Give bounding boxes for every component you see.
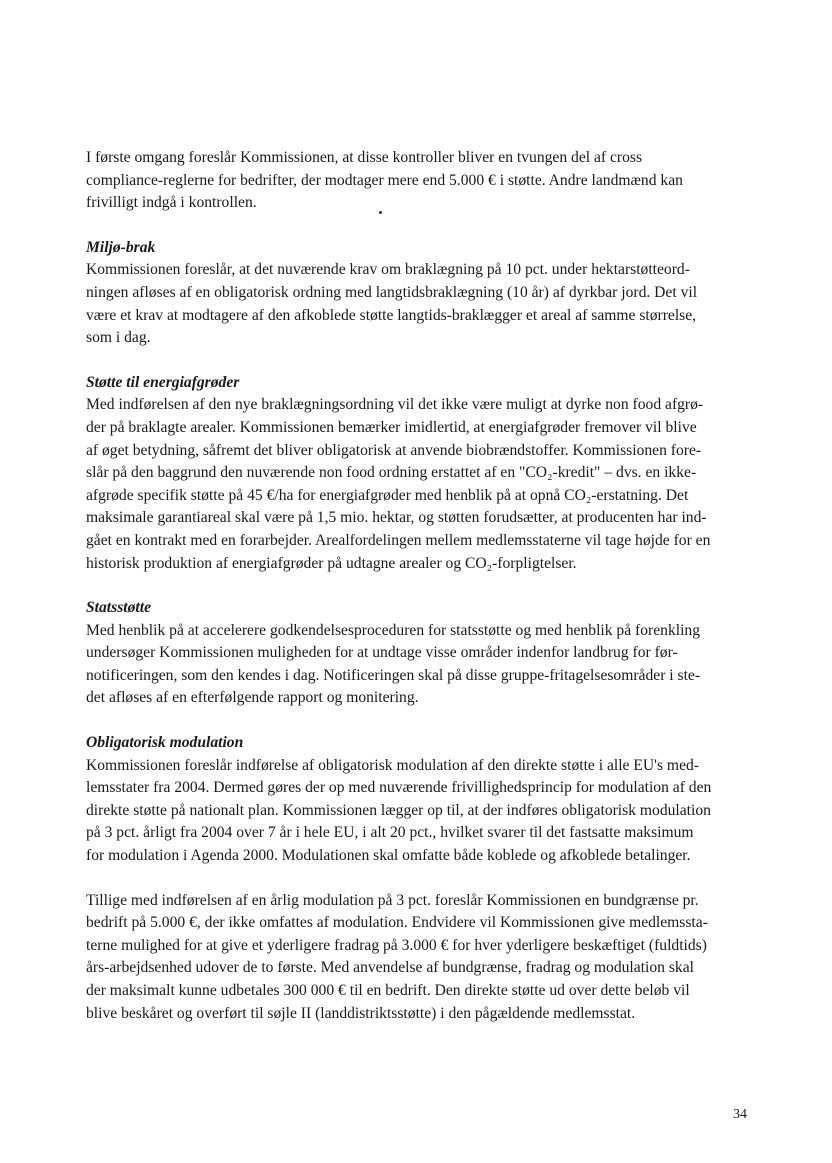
text-line: compliance-reglerne for bedrifter, der modtager mere end 5.000 € i støtte. Andre landmænd kan [86,171,683,189]
text-line: for modulation i Agenda 2000. Modulationen skal omfatte både koblede og afkoblede betalinger. [86,847,691,865]
text-line: bedrift på 5.000 €, der ikke omfattes af modulation. Endvidere vil Kommissionen give medlemssta- [86,914,708,932]
text-line: gået en kontrakt med en forarbejder. Arealfordelingen mellem medlemsstaterne vil tage højde for en [86,531,711,549]
section-obligatorisk-modulation [86,732,756,868]
section-statsstotte [86,597,756,710]
text-line: Kommissionen foreslår, at det nuværende krav om braklægning på 10 pct. under hektarstøtteord- [86,261,690,279]
text-line: undersøger Kommissionen muligheden for at undtage visse områder indenfor landbrug for før- [86,644,678,662]
section-miljo-brak [86,237,756,350]
text-line: afgrøde specifik støtte på 45 €/ha for energiafgrøder med henblik på at opnå CO₂-erstatning. Det [86,486,689,504]
section-heading: Statsstøtte [86,599,151,617]
text-line: frivilligt indgå i kontrollen. [86,194,257,212]
section-energiafgroder [86,372,756,575]
page-number: 34 [733,1107,747,1122]
text-line: historisk produktion af energiafgrøder på udtagne arealer og CO₂-forpligtelser. [86,554,577,572]
text-line: være et krav at modtagere af den afkoblede støtte langtids-braklægger et areal af samme størrelse, [86,306,697,324]
text-line: på 3 pct. årligt fra 2004 over 7 år i hele EU, i alt 20 pct., hvilket svarer til det fastsatte maksimum [86,824,694,842]
text-line: terne mulighed for at give et yderligere fradrag på 3.000 € for hver yderligere beskæftiget (fuldtids) [86,936,707,954]
text-line: lemsstater fra 2004. Dermed gøres der op med nuværende frivillighedsprincip for modulation af den [86,779,712,797]
text-line: ningen afløses af en obligatorisk ordning med langtidsbraklægning (10 år) af dyrkbar jord. Det vil [86,283,698,301]
section-heading: Støtte til energiafgrøder [86,373,240,391]
text-line: der på braklagte arealer. Kommissionen bemærker imidlertid, at energiafgrøder fremover vil blive [86,418,697,436]
text-line: års-arbejdsenhed udover de to første. Med anvendelse af bundgrænse, fradrag og modulation skal [86,959,694,977]
document-body [86,147,756,1047]
text-line: blive beskåret og overført til søjle II (landdistriktsstøtte) i den pågældende medlemsstat. [86,1004,636,1022]
text-line: slår på den baggrund den nuværende non food ordning erstattet af en "CO₂-kredit" – dvs. en ikke- [86,464,697,482]
text-line: af øget betydning, såfremt det bliver obligatorisk at anvende biobrændstoffer. Kommissionen fore- [86,441,702,459]
text-line: Med indførelsen af den nye braklægningsordning vil det ikke være muligt at dyrke non food afgrø- [86,396,704,414]
text-line: notificeringen, som den kendes i dag. Notificeringen skal på disse gruppe-fritagelsesområder i ste- [86,666,701,684]
closing-paragraph [86,890,756,1026]
text-line: direkte støtte på nationalt plan. Kommissionen lægger op til, at der indføres obligatorisk modulation [86,801,711,819]
text-line: der maksimalt kunne udbetales 300 000 € til en bedrift. Den direkte støtte ud over dette beløb vil [86,982,690,999]
intro-paragraph [86,147,756,215]
text-line: det afløses af en efterfølgende rapport og monitering. [86,689,419,707]
text-line: Tillige med indførelsen af en årlig modulation på 3 pct. foreslår Kommissionen en bundgrænse pr. [86,891,699,909]
text-line: som i dag. [86,329,151,347]
text-line: maksimale garantiareal skal være på 1,5 mio. hektar, og støtten forudsætter, at producenten har ind- [86,509,707,527]
text-line: Med henblik på at accelerere godkendelsesproceduren for statsstøtte og med henblik på forenkling [86,621,701,639]
text-line: I første omgang foreslår Kommissionen, at disse kontroller bliver en tvungen del af cross [86,149,643,166]
section-heading: Miljø-brak [86,238,156,256]
text-line: Kommissionen foreslår indførelse af obligatorisk modulation af den direkte støtte i alle EU's med- [86,756,699,774]
section-heading: Obligatorisk modulation [86,734,244,752]
